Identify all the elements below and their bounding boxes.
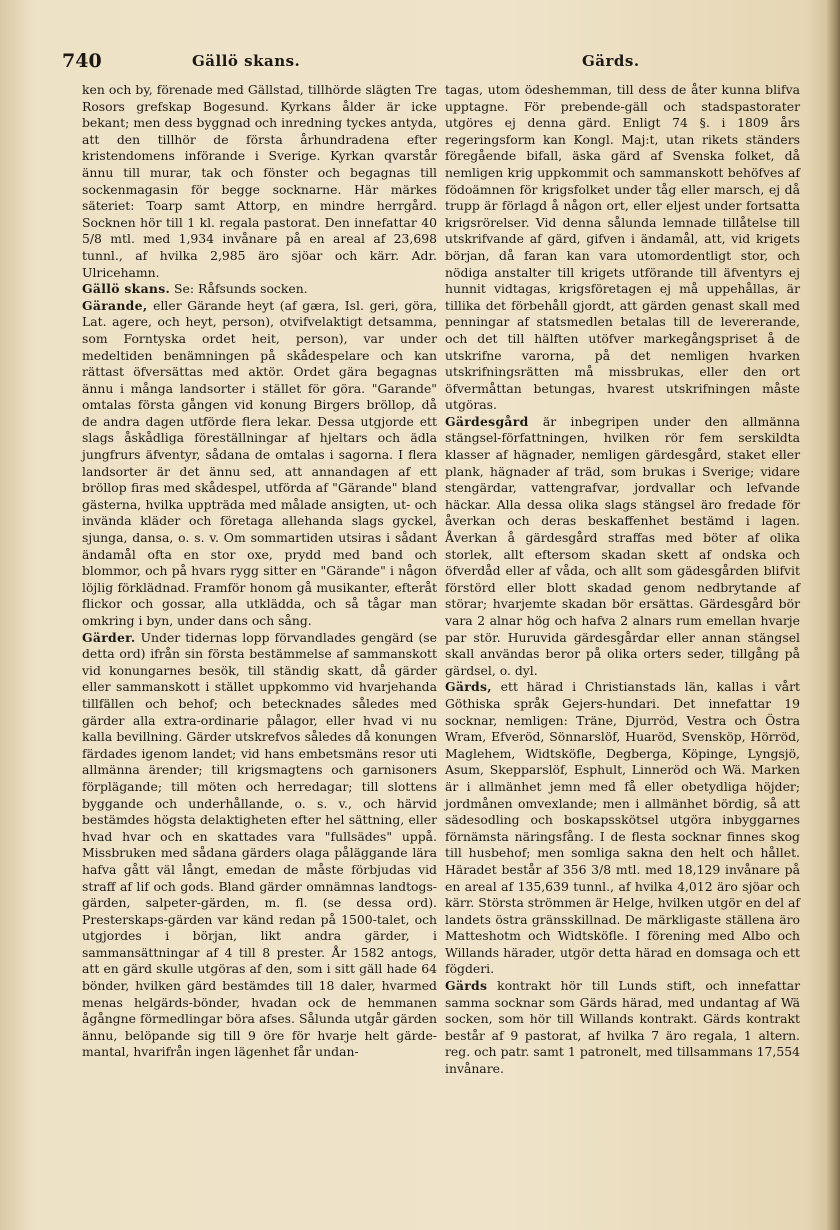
page-header — [62, 50, 822, 74]
headword: Gällö skans. — [82, 281, 171, 297]
entry-garder: Gärder. Under tidernas lopp förvandlades gengärd (se detta ord) ifrån sin första bestämmelse af sammanskott vid konungarnes besök, till ständig skatt, då gärder eller sammanskott i stället uppkommo vid hvarjehanda tillfällen och behof; och betecknades således med gärder alla extra-ordinarie pålagor, eller hvad vi nu kalla bevillning. Gärder utskrefvos således då konungen färdades igenom landet; vid hans embetsmäns resor uti allmänna ärender; till krigsmagtens och garnisoners förplägande; till möten och herredagar; till slottens byggande och underhållande, o. s. v., och härvid bestämdes högsta delaktigheten efter hel sättning, eller hvad hvar och en skattades vara "fullsädes" uppå. Missbruken med sådana gärders olaga påläggande lära hafva gått väl långt, emedan de måste förbjudas vid straff af lif och gods. Bland gärder omnämnas landtogs-gärden, salpeter-gärden, m. fl. (se dessa ord). Presterskaps-gärden var känd redan på 1500-talet, och utgjordes i början, likt andra gärder, i sammansättningar af 4 till 8 prester. År 1582 antogs, att en gärd skulle utgöras af den, som i sitt gäll hade 64 bönder, hvilken gärd bestämdes till 18 daler, hvarmed menas helgärds-bönder, hvadan ock de hemmanen ågångne förmedlingar böra afses. Sålunda utgår gärden ännu, belöpande sig till 9 öre för hvarje helt gärde-mantal, hvarifrån ingen lägenhet får undan- — [82, 629, 437, 1060]
headword: Gärds — [445, 978, 488, 994]
entry-garder-continued: tagas, utom ödeshemman, till dess de åter kunna blifva upptagne. För prebende-gäll och stadspastorater utgöres ej denna gärd. Enligt 74 §. i 1809 års regeringsform kan Kongl. Maj:t, utan rikets ständers föregående bifall, äska gärd af Svenska folket, då nemligen krig uppkommit och sammanskott behöfves af födoämnen för krigsfolket under tåg eller marsch, ej då trupp är förlagd å någon ort, eller eljest under fortsatta krigsrörelser. Vid denna sålunda lemnade tillåtelse till utskrifvande af gärd, gifven i ändamål, att, vid krigets början, då faran kan vara utomordentligt stor, och nödiga anstalter till krigets utförande till äfventyrs ej hunnit vidtagas, krigsföretagen ej må uppehållas, är tillika det förbehåll gjordt, att gärden genast skall med penningar af statsmedlen betalas till de levererande, och det till hälften utöfver markegångspriset å de utskrifne varorna, på det nemligen hvarken utskrifningsrätten må missbrukas, eller den ort öfvermåttan betungas, hvarest utskrifningen måste utgöras. — [445, 82, 800, 413]
entry-continuation: ken och by, förenade med Gällstad, tillhörde slägten Tre Rosors grefskap Bogesund. Kyrkans ålder är icke bekant; men dess byggnad och inredning tyckes antyda, att den tillhör de första århundradena efter kristendomens införande i Sverige. Kyrkan qvarstår ännu till murar, tak och fönster och begagnas till sockenmagasin för begge socknarne. Här märkes säteriet: Toarp samt Attorp, en mindre herrgård. Socknen hör till 1 kl. regala pastorat. Den innefattar 40 5/8 mtl. med 1,934 invånare på en areal af 23,698 tunnl., af hvilka 2,985 äro sjöar och kärr. Adr. Ulricehamn. — [82, 82, 437, 280]
left-column — [82, 82, 437, 1061]
headword: Gärds, — [445, 679, 492, 695]
entry-gards-kontrakt: Gärds kontrakt hör till Lunds stift, och innefattar samma socknar som Gärds härad, med undantag af Wä socken, som hör till Willands kontrakt. Gärds kontrakt består af 9 pastorat, af hvilka 7 äro regala, 1 altern. reg. och patr. samt 1 patronelt, med tillsammans 17,554 invånare. — [445, 978, 800, 1077]
right-column — [445, 82, 800, 1078]
page-number: 740 — [62, 50, 102, 72]
headword: Gärder. — [82, 629, 136, 645]
entry-gards-harad: Gärds, ett härad i Christianstads län, kallas i vårt Göthiska språk Gejers-hundari. Det innefattar 19 socknar, nemligen: Träne, Djurröd, Vestra och Östra Wram, Efveröd, Sönnarslöf, Huaröd, Svensköp, Hörröd, Maglehem, Widtsköfle, Degberga, Köpinge, Lyngsjö, Asum, Skepparslöf, Esphult, Linneröd och Wä. Marken är i allmänhet jemn med få eller obetydliga höjder; jordmånen omvexlande; men i allmänhet bördig, så att sädesodling och boskapsskötsel utgöra inbyggarnes förnämsta näringsfång. I de flesta socknar finnes skog till husbehof; men somliga sakna den helt och hållet. Häradet består af 356 3/8 mtl. med 18,129 invånare på en areal af 135,639 tunnl., af hvilka 4,012 äro sjöar och kärr. Största strömmen är Helge, hvilken utgör en del af landets östra gränsskillnad. De märkligaste ställena äro Matteshotm och Widtsköfle. I förening med Albo och Willands härader, utgör detta härad en domsaga och ett fögderi. — [445, 679, 801, 977]
headword: Gärande, — [82, 297, 148, 313]
running-head-left: Gällö skans. — [192, 52, 301, 70]
headword: Gärdesgård — [445, 413, 529, 429]
entry-gardesgard: Gärdesgård är inbegripen under den allmänna stängsel-författningen, hvilken rör fem serskildta klasser af hägnader, nemligen gärdesgård, staket eller plank, hägnader af träd, som brukas i Sverige; vidare stengärdar, vattengrafvar, jordvallar och lefvande häckar. Alla dessa olika slags stängsel äro fredade för åverkan och deras beskaffenhet bestämd i lagen. Åverkan å gärdesgård straffas med böter af olika storlek, allt eftersom skadan skett af ondska och öfverdåd eller af våda, och allt som gädesgården blifvit förstörd eller blott skadad genom nedbrytande af störar; hvarjemte skadan bör ersättas. Gärdesgård bör vara 2 alnar hög och hafva 2 alnars rum emellan hvarje par stör. Huruvida gärdesgårdar eller annan stängsel skall användas beror på olika orters seder, tillgång på gärdsel, o. dyl. — [445, 413, 800, 678]
entry-gallo-skans: Gällö skans. Se: Råfsunds socken. — [82, 281, 308, 297]
page-edge-shadow — [826, 0, 840, 1230]
running-head-right: Gärds. — [582, 52, 640, 70]
entry-garande: Gärande, eller Gärande heyt (af gæra, Isl. geri, göra, Lat. agere, och heyt, person), otvifvelaktigt detsamma, som Forntyska ordet heit, person), var under medeltiden benämningen på skådespelare och kan rättast öfversättas med aktör. Ordet gära begagnas ännu i många landsorter i stället för göra. "Garande" omtalas första gången vid konung Birgers bröllop, då de andra dagen utförde flera lekar. Dessa utgjorde ett slags åskådliga föreställningar af hjeltars och ädla jungfrurs äfventyr, sådana de omtalas i sagorna. I flera landsorter är det ännu sed, att annandagen af ett bröllop firas med skådespel, utförda af "Gärande" bland gästerna, hvilka uppträda med målade ansigten, ut- och invända kläder och företaga allehanda slags gyckel, sjunga, dansa, o. s. v. Om sommartiden utsiras i sådant ändamål ofta en stor oxe, prydd med band och blommor, och på hvars rygg sitter en "Gärande" i någon löjlig förklädnad. Framför honom gå musikanter, efteråt flickor och gossar, alla utklädda, och så tågar man omkring i byn, under dans och sång. — [82, 297, 437, 628]
